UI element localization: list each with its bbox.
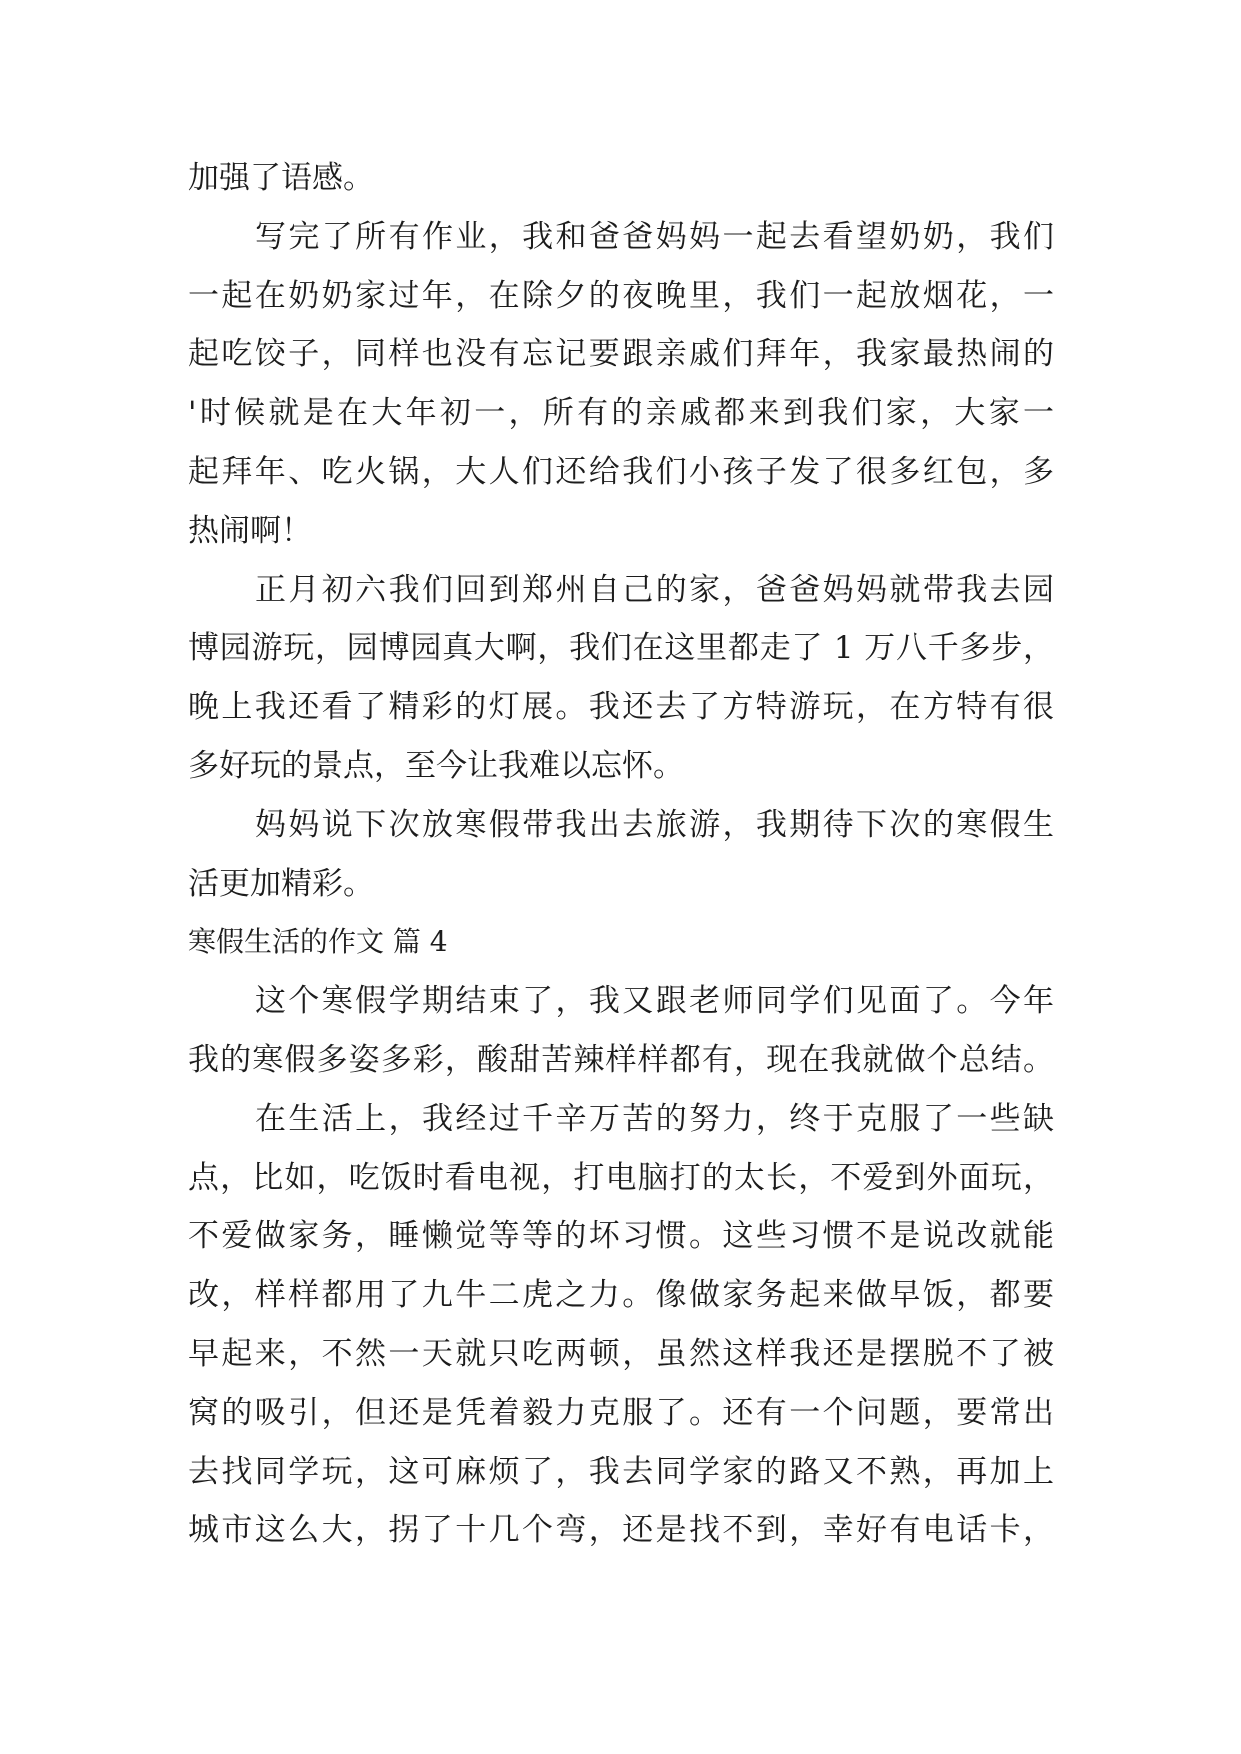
text-line: 点，比如，吃饭时看电视，打电脑打的太长，不爱到外面玩， (188, 1159, 1054, 1196)
text-line: 这个寒假学期结束了，我又跟老师同学们见面了。今年 (255, 983, 1054, 1020)
text-line: 妈妈说下次放寒假带我出去旅游，我期待下次的寒假生 (255, 806, 1054, 843)
text-line: 我的寒假多姿多彩，酸甜苦辣样样都有，现在我就做个总结。 (188, 1041, 1054, 1078)
text-line: 博园游玩，园博园真大啊，我们在这里都走了 1 万八千多步， (188, 630, 1054, 667)
paragraph-zhengzhou (188, 561, 1054, 796)
text-line: 写完了所有作业，我和爸爸妈妈一起去看望奶奶，我们 (255, 218, 1054, 255)
paragraph-daily-life (188, 1090, 1054, 1560)
text-line: 不爱做家务，睡懒觉等等的坏习惯。这些习惯不是说改就能 (188, 1218, 1054, 1255)
text-line: 早起来，不然一天就只吃两顿，虽然这样我还是摆脱不了被 (188, 1335, 1054, 1372)
text-line: 在生活上，我经过千辛万苦的努力，终于克服了一些缺 (255, 1100, 1054, 1137)
text-line: 去找同学玩，这可麻烦了，我去同学家的路又不熟，再加上 (188, 1453, 1054, 1490)
text-line: 活更加精彩。 (188, 865, 374, 902)
paragraph-new-year (188, 208, 1054, 561)
text-line: 一起在奶奶家过年，在除夕的夜晚里，我们一起放烟花，一 (188, 277, 1054, 314)
text-line: 起吃饺子，同样也没有忘记要跟亲戚们拜年，我家最热闹的 (188, 336, 1054, 373)
text-line: 晚上我还看了精彩的灯展。我还去了方特游玩，在方特有很 (188, 689, 1054, 726)
text-line: 多好玩的景点，至今让我难以忘怀。 (188, 747, 684, 784)
text-line: 正月初六我们回到郑州自己的家，爸爸妈妈就带我去园 (255, 571, 1054, 608)
text-line: 改，样样都用了九牛二虎之力。像做家务起来做早饭，都要 (188, 1277, 1054, 1314)
text-line: '时候就是在大年初一，所有的亲戚都来到我们家，大家一 (188, 395, 1054, 432)
section-heading: 寒假生活的作文 篇 4 (188, 925, 448, 959)
paragraph-semester-end (188, 972, 1054, 1090)
text-line: 城市这么大，拐了十几个弯，还是找不到，幸好有电话卡， (188, 1512, 1054, 1549)
paragraph-next-holiday (188, 796, 1054, 914)
text-line: 热闹啊！ (188, 512, 312, 549)
paragraph-continuation (188, 149, 1054, 208)
text-line: 加强了语感。 (188, 160, 374, 196)
document-body (188, 149, 1054, 1560)
text-line: 窝的吸引，但还是凭着毅力克服了。还有一个问题，要常出 (188, 1394, 1054, 1431)
text-line: 起拜年、吃火锅，大人们还给我们小孩子发了很多红包，多 (188, 453, 1054, 490)
